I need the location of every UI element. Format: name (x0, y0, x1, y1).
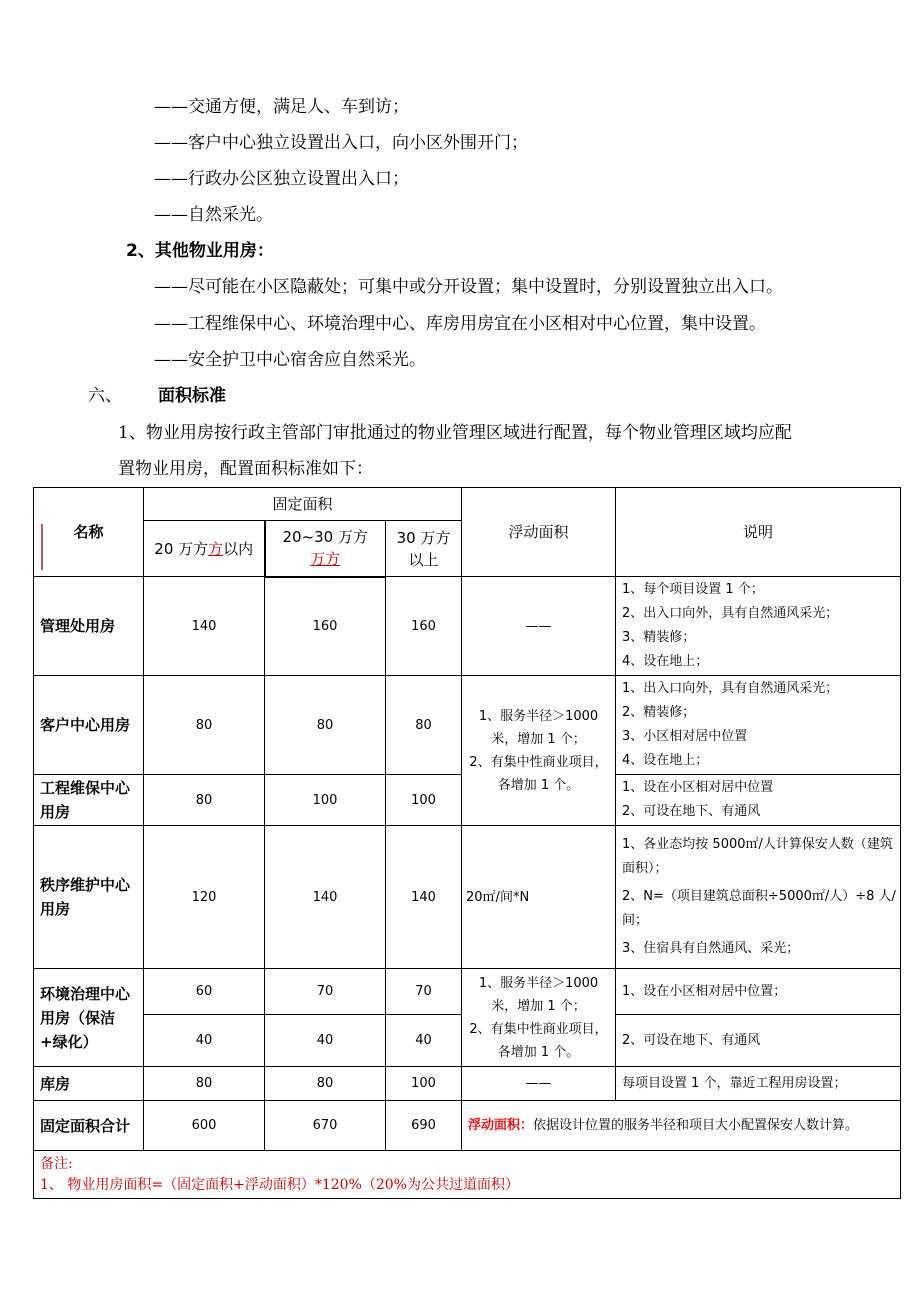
row-storage-float: —— (462, 1067, 616, 1101)
section6-para-line-1: 1、物业用房按行政主管部门审批通过的物业管理区域进行配置，每个物业管理区域均应配 (118, 423, 792, 443)
row-environment-name: 环境治理中心用房（保洁+绿化） (34, 969, 144, 1067)
row-storage-v2: 80 (265, 1067, 386, 1101)
row-engineering-note-1: 1、设在小区相对居中位置 (622, 780, 774, 795)
row-security-note-2: 2、N=（项目建筑总面积÷5000㎡/人）÷8 人/间； (622, 889, 896, 928)
header-col2-a: 20~30 万方 (282, 528, 368, 547)
row-security-v3: 140 (386, 826, 462, 969)
row-mgmt-v2: 160 (265, 577, 386, 676)
body-line-1: ——交通方便，满足人、车到访； (154, 97, 409, 117)
row-total-v1: 600 (144, 1101, 265, 1151)
row-environment-note-2: 2、可设在地下、有通风 (616, 1015, 901, 1067)
row-customer-notes (616, 676, 901, 775)
row-mgmt-note-2: 2、出入口向外，具有自然通风采光； (622, 606, 839, 621)
row-engineering-note-2: 2、可设在地下、有通风 (622, 804, 761, 819)
section2-line-1: ——尽可能在小区隐蔽处；可集中或分开设置；集中设置时，分别设置独立出入口。 (154, 277, 783, 297)
row-customer-v3: 80 (386, 676, 462, 775)
header-col-over-300k: 30 万方以上 (386, 521, 462, 577)
section6-title: 面积标准 (158, 386, 226, 406)
row-total-name: 固定面积合计 (34, 1101, 144, 1151)
row-customer-note-3: 3、小区相对居中位置 (622, 729, 748, 744)
row-mgmt-note-4: 4、设在地上； (622, 654, 709, 669)
row-customer-note-2: 2、精装修； (622, 705, 696, 720)
row-environment-r2-v3: 40 (386, 1015, 462, 1067)
body-line-4: ——自然采光。 (154, 205, 273, 225)
header-col-under-200k (144, 521, 265, 577)
row-mgmt-note-1: 1、每个项目设置 1 个； (622, 582, 764, 597)
row-engineering-v3: 100 (386, 775, 462, 826)
header-col2-red: 万方 (310, 550, 341, 569)
row-security-note-1: 1、各业态均按 5000㎡/人计算保安人数（建筑面积）； (622, 837, 893, 876)
row-security-float: 20㎡/间*N (462, 826, 616, 969)
header-note: 说明 (616, 488, 901, 577)
row-security-name: 秩序维护中心用房 (34, 826, 144, 969)
header-float-area: 浮动面积 (462, 488, 616, 577)
body-line-3: ——行政办公区独立设置出入口； (154, 169, 409, 189)
revision-mark (41, 524, 43, 570)
row-engineering-v1: 80 (144, 775, 265, 826)
row-environment-r1-v3: 70 (386, 969, 462, 1015)
row-security-v1: 120 (144, 826, 265, 969)
row-mgmt-note-3: 3、精装修； (622, 630, 696, 645)
header-fixed-area: 固定面积 (144, 488, 462, 521)
row-engineering-notes (616, 775, 901, 826)
header-col1-b: 以内 (223, 539, 254, 558)
row-storage-v1: 80 (144, 1067, 265, 1101)
row-customer-note-4: 4、设在地上； (622, 753, 709, 768)
row-customer-name: 客户中心用房 (34, 676, 144, 775)
remark-title: 备注: (40, 1155, 73, 1172)
remark-text: 1、 物业用房面积=（固定面积+浮动面积）*120%（20%为公共过道面积） (40, 1176, 519, 1193)
row-customer-v2: 80 (265, 676, 386, 775)
section6-para-line-2: 置物业用房，配置面积标准如下： (118, 459, 373, 479)
remark (34, 1151, 901, 1199)
row-storage-name: 库房 (34, 1067, 144, 1101)
header-col1-a: 20 万方 (154, 539, 209, 558)
row-environment-r1-v2: 70 (265, 969, 386, 1015)
row-customer-engineering-float (462, 676, 616, 826)
row-mgmt-v1: 140 (144, 577, 265, 676)
row-storage-note: 每项目设置 1 个，靠近工程用房设置； (616, 1067, 901, 1101)
row-total-v2: 670 (265, 1101, 386, 1151)
section2-heading: 2、其他物业用房： (126, 241, 274, 261)
row-environment-note-1: 1、设在小区相对居中位置； (616, 969, 901, 1015)
row-engineering-v2: 100 (265, 775, 386, 826)
row-mgmt-notes (616, 577, 901, 676)
row-customer-note-1: 1、出入口向外，具有自然通风采光； (622, 681, 839, 696)
shared-float-2: 2、有集中性商业项目，各增加 1 个。 (469, 754, 608, 793)
row-customer-v1: 80 (144, 676, 265, 775)
row-total-float (462, 1101, 901, 1151)
header-col1-red: 方 (208, 539, 224, 558)
row-total-v3: 690 (386, 1101, 462, 1151)
row-environment-float (462, 969, 616, 1067)
row-environment-r2-v1: 40 (144, 1015, 265, 1067)
section6-number: 六、 (88, 386, 122, 406)
row-security-notes (616, 826, 901, 969)
body-line-2: ——客户中心独立设置出入口，向小区外围开门； (154, 133, 528, 153)
section2-line-3: ——安全护卫中心宿舍应自然采光。 (154, 350, 426, 370)
row-storage-v3: 100 (386, 1067, 462, 1101)
row-mgmt-v3: 160 (386, 577, 462, 676)
row-security-note-3: 3、住宿具有自然通风、采光； (622, 941, 800, 956)
row-environment-float-1: 1、服务半径＞1000米，增加 1 个； (478, 975, 599, 1014)
header-col-200k-300k (265, 521, 386, 577)
total-float-label: 浮动面积： (468, 1117, 534, 1133)
row-engineering-name: 工程维保中心用房 (34, 775, 144, 826)
row-environment-float-2: 2、有集中性商业项目，各增加 1 个。 (469, 1021, 608, 1060)
total-float-text: 依据设计位置的服务半径和项目大小配置保安人数计算。 (533, 1117, 859, 1133)
shared-float-1: 1、服务半径＞1000米，增加 1 个； (478, 708, 599, 747)
row-environment-r2-v2: 40 (265, 1015, 386, 1067)
area-standard-table (33, 487, 901, 1199)
row-mgmt-float: —— (462, 577, 616, 676)
row-mgmt-name: 管理处用房 (34, 577, 144, 676)
section2-line-2: ——工程维保中心、环境治理中心、库房用房宜在小区相对中心位置，集中设置。 (154, 314, 766, 334)
header-name: 名称 (34, 488, 144, 577)
row-security-v2: 140 (265, 826, 386, 969)
row-environment-r1-v1: 60 (144, 969, 265, 1015)
